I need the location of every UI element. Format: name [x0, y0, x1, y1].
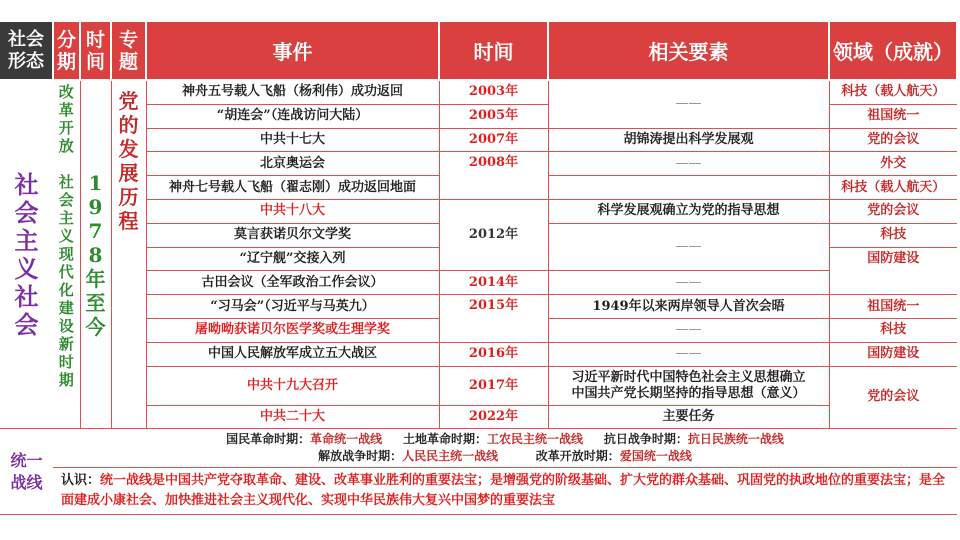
header-period: 分期	[53, 22, 80, 80]
year-cell: 2012年	[439, 199, 548, 270]
header-form: 社会形态	[0, 22, 53, 80]
year-cell: 2008年	[439, 152, 548, 200]
domain-cell: 祖国统一	[829, 104, 957, 128]
related-line-1: 习近平新时代中国特色社会主义思想确立	[571, 369, 806, 385]
related-cell: ——	[548, 223, 829, 271]
related-cell: ——	[548, 318, 829, 342]
related-cell: ——	[548, 342, 829, 366]
domain-cell: 党的会议	[829, 128, 957, 152]
related-cell: 科学发展观确立为党的指导思想	[548, 199, 829, 223]
related-cell: 胡锦涛提出科学发展观	[548, 128, 829, 152]
domain-cell: 国防建设	[829, 342, 957, 366]
domain-cell: 党的会议	[829, 199, 957, 223]
event-cell: 神舟五号载人飞船（杨利伟）成功返回	[146, 80, 439, 104]
event-cell: 中国人民解放军成立五大战区	[146, 342, 439, 366]
event-cell: “辽宁舰”交接入列	[146, 247, 439, 271]
domain-cell: 科技（载人航天）	[829, 80, 957, 104]
period-cell: 改革开放 社会主义现代化建设新时期	[58, 83, 74, 389]
form-cell: 社会主义社会	[14, 169, 39, 339]
related-cell	[548, 176, 829, 200]
related-cell: 1949年以来两岸领导人首次会晤	[548, 295, 829, 319]
united-front-row	[0, 429, 957, 468]
united-front-label: 统一战线	[0, 429, 53, 515]
header-row	[0, 22, 957, 80]
related-cell: 主要任务	[548, 405, 829, 429]
year-cell: 2017年	[439, 366, 548, 405]
header-related: 相关要素	[548, 22, 829, 80]
related-cell	[548, 366, 829, 405]
domain-cell: 科技	[829, 223, 957, 247]
event-cell: “习马会”（习近平与马英九）	[146, 295, 439, 319]
header-year: 时间	[439, 22, 548, 80]
event-cell: 中共十七大	[146, 128, 439, 152]
year-cell: 2014年	[439, 271, 548, 295]
knowledge-row	[0, 468, 957, 515]
event-cell: “胡连会”（连战访问大陆）	[146, 104, 439, 128]
related-line-2: 中国共产党长期坚持的指导思想（意义）	[571, 385, 806, 401]
event-cell: 神舟七号载人飞船（翟志刚）成功返回地面	[146, 176, 439, 200]
event-cell: 莫言获诺贝尔文学奖	[146, 223, 439, 247]
united-front-line-1: 国民革命时期：革命统一战线 土地革命时期：工农民主统一战线 抗日战争时期：抗日民族统一战线	[226, 432, 784, 447]
domain-cell: 外交	[829, 152, 957, 176]
year-cell: 2005年	[439, 104, 548, 128]
year-cell: 2007年	[439, 128, 548, 152]
header-time: 时间	[80, 22, 111, 80]
events-table	[0, 22, 958, 515]
year-cell: 2015年	[439, 295, 548, 343]
domain-cell: 科技（载人航天）	[829, 176, 957, 200]
year-cell: 2022年	[439, 405, 548, 429]
related-cell: ——	[548, 80, 829, 128]
header-domain: 领域（成就）	[829, 22, 957, 80]
related-cell: ——	[548, 271, 829, 295]
event-cell: 古田会议（全军政治工作会议）	[146, 271, 439, 295]
time-cell: 1978年至今	[80, 80, 111, 429]
knowledge-text: 认识：统一战线是中国共产党夺取革命、建设、改革事业胜利的重要法宝；是增强党的阶级基础、扩大党的群众基础、巩固党的执政地位的重要法宝；是全面建成小康社会、加快推进社会主义现代化、实现中华民族伟大复兴中国梦的重要法宝	[53, 468, 957, 515]
domain-cell: 国防建设	[829, 247, 957, 295]
event-cell: 北京奥运会	[146, 152, 439, 176]
domain-cell: 党的会议	[829, 366, 957, 429]
topic-cell: 党的发展历程	[111, 80, 146, 429]
domain-cell: 祖国统一	[829, 295, 957, 319]
table-row	[0, 80, 957, 104]
year-cell: 2003年	[439, 80, 548, 104]
event-cell: 中共十八大	[146, 199, 439, 223]
event-cell: 中共二十大	[146, 405, 439, 429]
year-cell: 2016年	[439, 342, 548, 366]
domain-cell: 科技	[829, 318, 957, 342]
united-front-line-2: 解放战争时期：人民民主统一战线 改革开放时期：爱国统一战线	[318, 449, 692, 464]
summary-table	[0, 22, 957, 520]
header-topic: 专题	[111, 22, 146, 80]
related-cell: ——	[548, 152, 829, 176]
united-front-periods	[53, 429, 957, 468]
event-cell: 中共十九大召开	[146, 366, 439, 405]
event-cell: 屠呦呦获诺贝尔医学奖或生理学奖	[146, 318, 439, 342]
header-event: 事件	[146, 22, 439, 80]
